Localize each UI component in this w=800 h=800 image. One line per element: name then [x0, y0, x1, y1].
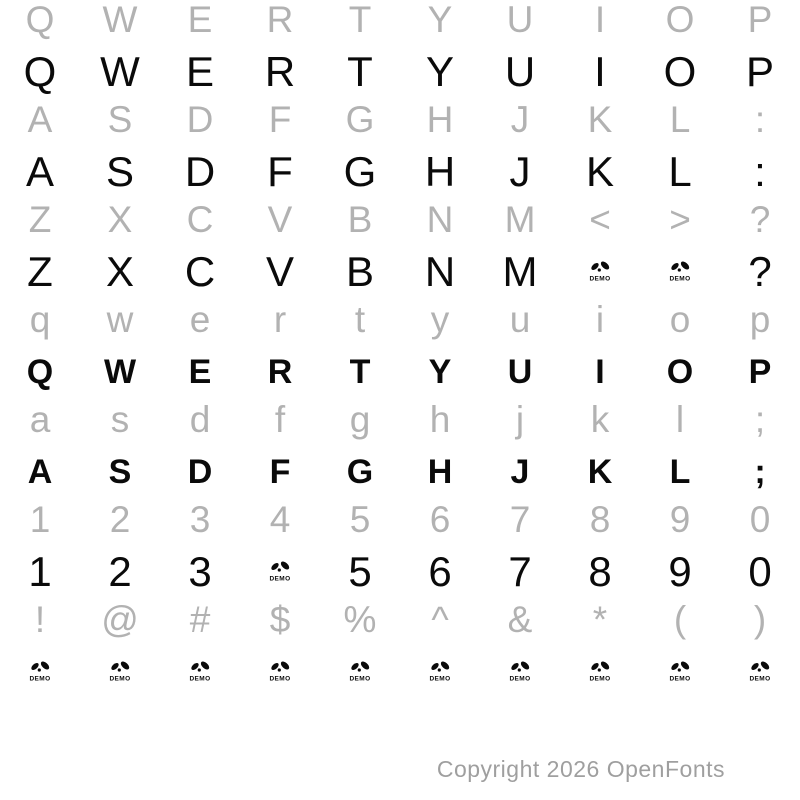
- glyph-cell: N: [426, 198, 454, 240]
- glyph-cell: G: [346, 453, 374, 491]
- glyph-cell: U: [506, 0, 534, 40]
- glyph-row: [0, 591, 800, 647]
- demo-label: DEMO: [589, 675, 611, 683]
- demo-label: DEMO: [269, 575, 291, 583]
- demo-glyph: [348, 657, 372, 687]
- glyph-cell: D: [186, 98, 214, 140]
- glyph-cell: Z: [28, 198, 52, 240]
- demo-glyph: [588, 657, 612, 687]
- glyph-cell: 3: [189, 498, 211, 540]
- glyph-cell: 9: [668, 548, 692, 595]
- glyph-cell: g: [349, 398, 371, 440]
- glyph-cell: l: [675, 398, 685, 440]
- demo-sprout-icon: [348, 657, 372, 687]
- demo-glyph: [748, 657, 772, 687]
- demo-glyph: [508, 657, 532, 687]
- glyph-cell: $: [269, 598, 291, 640]
- demo-sprout-icon: [668, 257, 692, 287]
- glyph-cell: E: [185, 48, 214, 95]
- glyph-cell: H: [426, 98, 454, 140]
- glyph-cell: 5: [349, 498, 371, 540]
- glyph-cell: y: [430, 298, 450, 340]
- glyph-cell: Z: [27, 248, 53, 295]
- demo-sprout-icon: [188, 657, 212, 687]
- glyph-cell: A: [27, 453, 53, 491]
- glyph-cell: &: [507, 598, 533, 640]
- glyph-cell: T: [349, 353, 371, 391]
- glyph-cell: Q: [25, 0, 55, 40]
- glyph-cell: *: [592, 598, 608, 640]
- demo-glyph: [268, 657, 292, 687]
- glyph-cell: >: [669, 198, 691, 240]
- glyph-cell: V: [267, 198, 293, 240]
- glyph-cell: 7: [509, 498, 531, 540]
- glyph-cell: ?: [748, 248, 772, 295]
- demo-label: DEMO: [189, 675, 211, 683]
- glyph-cell: T: [348, 0, 372, 40]
- glyph-cell: 2: [109, 498, 131, 540]
- glyph-cell: Y: [427, 0, 453, 40]
- glyph-cell: H: [427, 453, 453, 491]
- demo-label: DEMO: [109, 675, 131, 683]
- glyph-cell: s: [110, 398, 130, 440]
- demo-sprout-icon: [748, 657, 772, 687]
- glyph-cell: 8: [588, 548, 612, 595]
- demo-sprout-icon: [588, 257, 612, 287]
- glyph-cell: B: [345, 248, 374, 295]
- glyph-cell: R: [267, 353, 293, 391]
- glyph-row: [0, 91, 800, 147]
- glyph-cell: C: [184, 248, 216, 295]
- glyph-cell: I: [594, 0, 606, 40]
- glyph-cell: U: [504, 48, 536, 95]
- demo-glyph: [588, 257, 612, 287]
- glyph-cell: P: [748, 353, 772, 391]
- glyph-cell: i: [595, 298, 605, 340]
- glyph-cell: K: [587, 453, 613, 491]
- glyph-cell: F: [267, 148, 293, 195]
- demo-glyph: [428, 657, 452, 687]
- demo-sprout-icon: [268, 557, 292, 587]
- glyph-cell: F: [268, 98, 292, 140]
- glyph-cell: F: [269, 453, 291, 491]
- glyph-cell: Y: [428, 353, 452, 391]
- glyph-row: [0, 191, 800, 247]
- glyph-cell: 0: [749, 498, 771, 540]
- demo-glyph: [28, 657, 52, 687]
- glyph-cell: B: [347, 198, 373, 240]
- glyph-cell: f: [274, 398, 286, 440]
- glyph-cell: S: [107, 98, 133, 140]
- glyph-cell: !: [34, 598, 46, 640]
- glyph-cell: :: [754, 148, 766, 195]
- demo-glyph: [668, 657, 692, 687]
- glyph-cell: P: [745, 48, 774, 95]
- glyph-cell: T: [347, 48, 373, 95]
- glyph-cell: L: [668, 148, 692, 195]
- demo-sprout-icon: [508, 657, 532, 687]
- glyph-cell: 2: [108, 548, 132, 595]
- demo-label: DEMO: [589, 275, 611, 283]
- demo-sprout-icon: [588, 657, 612, 687]
- glyph-cell: 4: [269, 498, 291, 540]
- glyph-cell: J: [509, 148, 531, 195]
- glyph-cell: Q: [23, 48, 57, 95]
- glyph-cell: R: [264, 48, 296, 95]
- glyph-cell: U: [507, 353, 533, 391]
- glyph-cell: w: [106, 298, 134, 340]
- demo-glyph: [268, 557, 292, 587]
- glyph-cell: X: [107, 198, 133, 240]
- glyph-cell: A: [27, 98, 53, 140]
- glyph-cell: J: [510, 453, 530, 491]
- glyph-cell: Y: [425, 48, 454, 95]
- glyph-row: [0, 291, 800, 347]
- glyph-cell: j: [515, 398, 525, 440]
- glyph-cell: (: [673, 598, 687, 640]
- glyph-cell: L: [669, 98, 691, 140]
- glyph-cell: 7: [508, 548, 532, 595]
- glyph-cell: R: [266, 0, 294, 40]
- glyph-cell: @: [101, 598, 139, 640]
- glyph-cell: O: [663, 48, 697, 95]
- glyph-cell: I: [595, 353, 605, 391]
- demo-label: DEMO: [749, 675, 771, 683]
- glyph-cell: ^: [431, 598, 449, 640]
- demo-sprout-icon: [668, 657, 692, 687]
- glyph-cell: %: [343, 598, 377, 640]
- glyph-row: [0, 0, 800, 47]
- glyph-cell: Q: [26, 353, 54, 391]
- demo-sprout-icon: [108, 657, 132, 687]
- glyph-cell: 9: [669, 498, 691, 540]
- demo-sprout-icon: [428, 657, 452, 687]
- glyph-cell: E: [187, 0, 213, 40]
- glyph-cell: ;: [754, 453, 766, 491]
- glyph-cell: A: [25, 148, 54, 195]
- glyph-cell: ;: [754, 398, 766, 440]
- glyph-cell: r: [273, 298, 287, 340]
- glyph-cell: E: [188, 353, 212, 391]
- glyph-cell: <: [589, 198, 611, 240]
- glyph-cell: D: [184, 148, 216, 195]
- glyph-cell: 3: [188, 548, 212, 595]
- glyph-cell: O: [666, 353, 694, 391]
- demo-label: DEMO: [29, 675, 51, 683]
- glyph-cell: ?: [749, 198, 771, 240]
- glyph-cell: t: [354, 298, 366, 340]
- glyph-cell: k: [590, 398, 610, 440]
- demo-glyph: [668, 257, 692, 287]
- glyph-cell: 6: [429, 498, 451, 540]
- glyph-cell: C: [186, 198, 214, 240]
- glyph-cell: q: [29, 298, 51, 340]
- glyph-row: [0, 491, 800, 547]
- glyph-cell: 1: [28, 548, 52, 595]
- glyph-cell: #: [189, 598, 211, 640]
- demo-label: DEMO: [429, 675, 451, 683]
- glyph-cell: K: [585, 148, 614, 195]
- demo-glyph: [188, 657, 212, 687]
- glyph-cell: V: [265, 248, 294, 295]
- glyph-cell: I: [594, 48, 606, 95]
- demo-label: DEMO: [669, 675, 691, 683]
- glyph-cell: W: [102, 0, 138, 40]
- demo-label: DEMO: [349, 675, 371, 683]
- demo-label: DEMO: [509, 675, 531, 683]
- glyph-cell: L: [669, 453, 691, 491]
- glyph-cell: W: [103, 353, 137, 391]
- glyph-cell: 8: [589, 498, 611, 540]
- glyph-cell: d: [189, 398, 211, 440]
- demo-sprout-icon: [28, 657, 52, 687]
- glyph-cell: O: [665, 0, 695, 40]
- demo-glyph: [108, 657, 132, 687]
- glyph-cell: X: [105, 248, 134, 295]
- glyph-cell: 5: [348, 548, 372, 595]
- demo-label: DEMO: [669, 275, 691, 283]
- glyph-cell: P: [747, 0, 773, 40]
- demo-label: DEMO: [269, 675, 291, 683]
- glyph-cell: u: [509, 298, 531, 340]
- glyph-cell: N: [424, 248, 456, 295]
- glyph-cell: ): [753, 598, 767, 640]
- glyph-cell: :: [754, 98, 766, 140]
- glyph-cell: 0: [748, 548, 772, 595]
- glyph-cell: S: [108, 453, 132, 491]
- glyph-cell: G: [345, 98, 375, 140]
- glyph-cell: 1: [29, 498, 51, 540]
- glyph-cell: h: [429, 398, 451, 440]
- glyph-cell: K: [587, 98, 613, 140]
- glyph-cell: W: [100, 48, 140, 95]
- glyph-cell: M: [502, 248, 538, 295]
- copyright-text: Copyright 2026 OpenFonts: [436, 756, 725, 782]
- glyph-cell: J: [510, 98, 530, 140]
- demo-sprout-icon: [268, 657, 292, 687]
- glyph-row: [0, 644, 800, 700]
- glyph-cell: o: [669, 298, 691, 340]
- glyph-row: [0, 391, 800, 447]
- glyph-cell: G: [343, 148, 377, 195]
- glyph-cell: p: [749, 298, 771, 340]
- glyph-cell: D: [187, 453, 213, 491]
- glyph-cell: a: [29, 398, 51, 440]
- glyph-cell: 6: [428, 548, 452, 595]
- glyph-cell: M: [504, 198, 536, 240]
- glyph-cell: S: [105, 148, 134, 195]
- glyph-cell: e: [189, 298, 211, 340]
- glyph-cell: H: [424, 148, 456, 195]
